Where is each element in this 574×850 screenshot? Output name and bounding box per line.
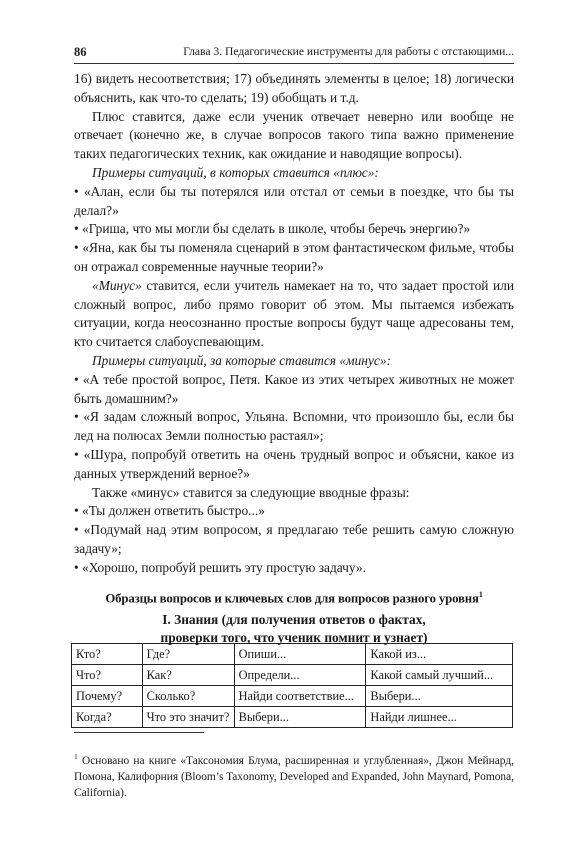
footnote [74,749,514,801]
table-row [72,686,513,707]
table-cell: Сколько? [142,686,234,707]
plus-examples-heading: Примеры ситуаций, в которых ставится «плюс»: [92,164,379,180]
chapter-title: Глава 3. Педагогические инструменты для работы с отстающими... [183,45,514,58]
minus-example-2: • «Я задам сложный вопрос, Ульяна. Вспомни, что произошло бы, если бы лед на полюсах Земли полностью растаял»; [74,409,514,444]
table-cell: Выбери... [366,686,513,707]
table-cell: Опиши... [234,644,366,665]
table-cell: Что? [72,665,143,686]
table-cell: Что это значит? [142,707,234,728]
paragraph-minus-rule [74,277,514,352]
table-row [72,665,513,686]
minus-term: «Минус» [92,277,142,293]
minus-example-3: • «Шура, попробуй ответить на очень трудный вопрос и объясни, какое из данных утверждений верное?» [74,446,514,481]
intro-phrase-3: • «Хорошо, попробуй решить эту простую задачу». [74,559,366,575]
paragraph-plus-rule: Плюс ставится, даже если ученик отвечает неверно или вообще не отвечает (конечно же, в случае вопросов такого типа важно применение таких педагогических техник, как ожидание и наводящие вопросы). [74,108,514,162]
page-body [74,70,514,648]
page-number: 86 [74,45,87,59]
footnote-rule [74,732,204,733]
header-rule [74,63,514,64]
table-cell: Когда? [72,707,143,728]
table-cell: Какой самый лучший... [366,665,513,686]
running-header [74,43,514,63]
footnote-text: Основано на книге «Таксономия Блума, расширенная и углубленная», Джон Мейнард, Помона, Калифорния (Bloom’s Taxonomy, Developed and Expanded, John Maynard, Pomona, California). [74,755,514,800]
plus-example-2: • «Гриша, что мы могли бы сделать в школе, чтобы беречь энергию?» [74,221,471,237]
section-title-text: Образцы вопросов и ключевых слов для вопросов разного уровня [105,590,479,605]
table-cell: Кто? [72,644,143,665]
footnote-mark: 1 [74,752,78,762]
section-title [74,586,514,607]
table-cell: Найди лишнее... [366,707,513,728]
question-words-table [71,643,513,728]
table-cell: Где? [142,644,234,665]
table-cell: Выбери... [234,707,366,728]
table-cell: Какой из... [366,644,513,665]
also-minus-paragraph: Также «минус» ставится за следующие вводные фразы: [92,484,410,500]
intro-phrase-2: • «Подумай над этим вопросом, я предлагаю тебе решить самую сложную задачу»; [74,522,514,556]
minus-examples-heading: Примеры ситуаций, за которые ставится «минус»: [92,352,391,368]
section-subtitle-line2: проверки того, что ученик помнит и узнает) [160,630,428,646]
plus-example-3: • «Яна, как бы ты поменяла сценарий в этом фантастическом фильме, чтобы он отражал современные научные теории?» [74,240,514,274]
plus-example-1: • «Алан, если бы ты потерялся или отстал от семьи в поездке, что бы ты делал?» [74,183,514,218]
table-cell: Как? [142,665,234,686]
table-row [72,644,513,665]
minus-example-1: • «А тебе простой вопрос, Петя. Какое из этих четырех животных не может быть домашним?» [74,371,514,406]
table-cell: Определи... [234,665,366,686]
paragraph-list-continuation: 16) видеть несоответствия; 17) объединять элементы в целое; 18) логически объяснить, как что-то сделать; 19) обобщать и т.д. [74,71,514,105]
intro-phrase-1: • «Ты должен ответить быстро...» [74,503,265,519]
table-cell: Найди соответствие... [234,686,366,707]
table-cell: Почему? [72,686,143,707]
section-footnote-mark: 1 [478,589,483,599]
section-subtitle-line1: I. Знания (для получения ответов о фактах, [162,611,426,627]
table-row [72,707,513,728]
minus-rule-text: ставится, если учитель намекает на то, что задает простой или сложный вопрос, либо прямо говорит об этом. Мы пытаемся избежать ситуации, когда неосознанно простые вопросы будут чаще адресованы тем, кто считается слабоуспевающим. [74,277,514,350]
